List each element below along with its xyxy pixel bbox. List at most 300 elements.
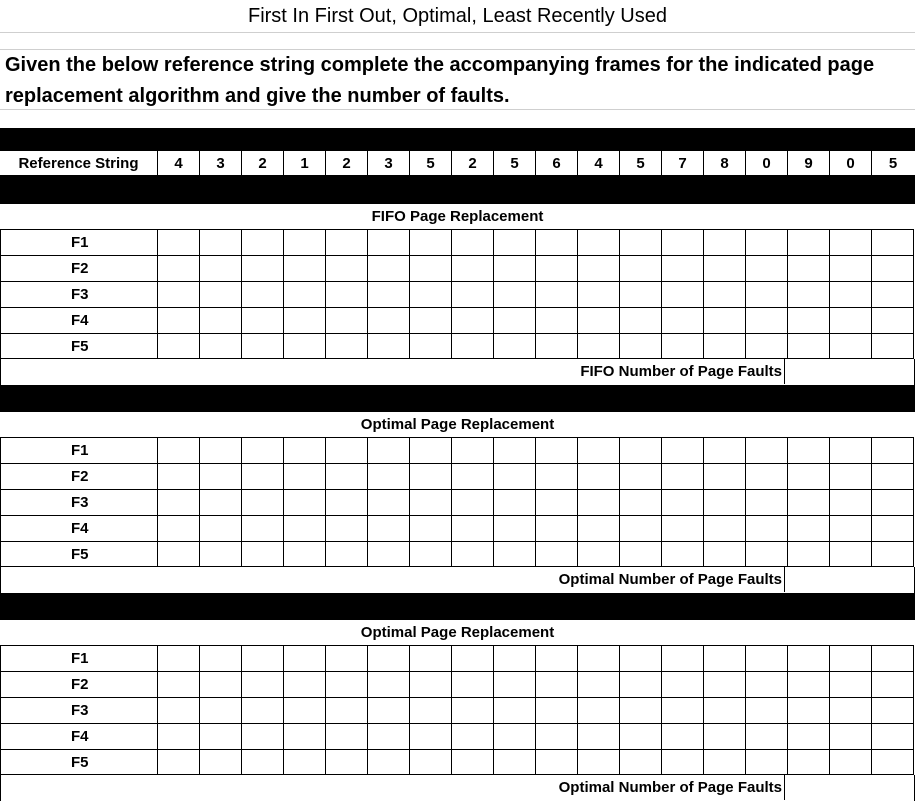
frame-cell[interactable] — [326, 437, 368, 463]
frame-cell[interactable] — [746, 515, 788, 541]
frame-cell[interactable] — [662, 697, 704, 723]
frame-cell[interactable] — [200, 489, 242, 515]
reference-value: 2 — [242, 151, 284, 175]
frame-cell[interactable] — [284, 281, 326, 307]
frame-cell[interactable] — [326, 697, 368, 723]
frame-cell[interactable] — [788, 489, 830, 515]
frame-row — [0, 333, 915, 359]
frame-cell[interactable] — [830, 515, 872, 541]
frame-cell[interactable] — [536, 333, 578, 359]
frame-cell[interactable] — [200, 333, 242, 359]
frame-cell[interactable] — [788, 307, 830, 333]
fifo-section — [0, 203, 915, 385]
frame-cell[interactable] — [242, 255, 284, 281]
frame-label: F3 — [0, 697, 158, 723]
frame-cell[interactable] — [620, 697, 662, 723]
frame-cell[interactable] — [158, 489, 200, 515]
frame-label: F4 — [0, 515, 158, 541]
frame-cell[interactable] — [662, 307, 704, 333]
frame-cell[interactable] — [158, 697, 200, 723]
frame-cell[interactable] — [662, 515, 704, 541]
frame-cell[interactable] — [536, 437, 578, 463]
frame-cell[interactable] — [788, 723, 830, 749]
frame-cell[interactable] — [494, 463, 536, 489]
frame-cell[interactable] — [494, 671, 536, 697]
frame-cell[interactable] — [620, 645, 662, 671]
frame-cell[interactable] — [368, 515, 410, 541]
frame-cell[interactable] — [368, 281, 410, 307]
frame-cell[interactable] — [410, 489, 452, 515]
frame-row — [0, 515, 915, 541]
frame-cell[interactable] — [326, 749, 368, 775]
frame-cell[interactable] — [494, 723, 536, 749]
frame-cell[interactable] — [830, 437, 872, 463]
frame-cell[interactable] — [704, 749, 746, 775]
frame-cell[interactable] — [242, 749, 284, 775]
frame-cell[interactable] — [662, 489, 704, 515]
frame-cell[interactable] — [872, 697, 914, 723]
frame-cell[interactable] — [284, 749, 326, 775]
frame-cell[interactable] — [452, 541, 494, 567]
reference-value: 9 — [788, 151, 830, 175]
frame-cell[interactable] — [326, 255, 368, 281]
frame-cell[interactable] — [242, 697, 284, 723]
frame-cell[interactable] — [158, 645, 200, 671]
frame-cell[interactable] — [872, 333, 914, 359]
frame-cell[interactable] — [326, 541, 368, 567]
frame-cell[interactable] — [326, 515, 368, 541]
frame-cell[interactable] — [410, 515, 452, 541]
frame-cell[interactable] — [830, 645, 872, 671]
frame-cell[interactable] — [410, 281, 452, 307]
frame-cell[interactable] — [242, 489, 284, 515]
faults-label: FIFO Number of Page Faults — [580, 359, 785, 384]
frame-cell[interactable] — [830, 723, 872, 749]
frame-cell[interactable] — [536, 697, 578, 723]
frame-cell[interactable] — [410, 541, 452, 567]
frame-cell[interactable] — [200, 229, 242, 255]
frame-label: F5 — [0, 333, 158, 359]
frame-cell[interactable] — [536, 671, 578, 697]
frame-cell[interactable] — [368, 307, 410, 333]
frame-cell[interactable] — [284, 541, 326, 567]
frame-cell[interactable] — [620, 723, 662, 749]
frame-cell[interactable] — [872, 229, 914, 255]
frame-cell[interactable] — [746, 723, 788, 749]
frame-cell[interactable] — [452, 333, 494, 359]
frame-cell[interactable] — [494, 333, 536, 359]
frame-cell[interactable] — [620, 541, 662, 567]
frame-cell[interactable] — [158, 749, 200, 775]
frame-cell[interactable] — [536, 229, 578, 255]
frame-cell[interactable] — [284, 333, 326, 359]
frame-cell[interactable] — [200, 307, 242, 333]
frame-cell[interactable] — [284, 697, 326, 723]
frame-cell[interactable] — [704, 489, 746, 515]
frame-cell[interactable] — [746, 255, 788, 281]
frame-cell[interactable] — [452, 307, 494, 333]
separator-bar — [0, 176, 915, 203]
frame-cell[interactable] — [872, 437, 914, 463]
frame-label: F1 — [0, 437, 158, 463]
frame-cell[interactable] — [830, 749, 872, 775]
frame-cell[interactable] — [284, 307, 326, 333]
frame-cell[interactable] — [200, 723, 242, 749]
frame-cell[interactable] — [284, 255, 326, 281]
frame-cell[interactable] — [200, 645, 242, 671]
frame-cell[interactable] — [158, 515, 200, 541]
frames-grid — [0, 645, 915, 775]
frame-row — [0, 645, 915, 671]
frame-cell[interactable] — [284, 645, 326, 671]
frame-cell[interactable] — [578, 515, 620, 541]
frame-cell[interactable] — [158, 723, 200, 749]
frame-cell[interactable] — [452, 463, 494, 489]
frame-cell[interactable] — [368, 463, 410, 489]
frame-cell[interactable] — [578, 255, 620, 281]
frame-cell[interactable] — [620, 333, 662, 359]
frame-cell[interactable] — [158, 437, 200, 463]
frame-cell[interactable] — [158, 671, 200, 697]
frame-cell[interactable] — [410, 255, 452, 281]
frame-cell[interactable] — [746, 489, 788, 515]
frame-cell[interactable] — [326, 671, 368, 697]
frame-cell[interactable] — [536, 723, 578, 749]
frame-cell[interactable] — [704, 333, 746, 359]
frame-cell[interactable] — [536, 515, 578, 541]
frame-cell[interactable] — [368, 333, 410, 359]
frame-cell[interactable] — [830, 307, 872, 333]
frame-cell[interactable] — [704, 723, 746, 749]
frame-cell[interactable] — [704, 515, 746, 541]
frame-cell[interactable] — [242, 229, 284, 255]
frame-cell[interactable] — [158, 463, 200, 489]
frame-cell[interactable] — [158, 229, 200, 255]
frame-cell[interactable] — [494, 489, 536, 515]
frame-cell[interactable] — [410, 463, 452, 489]
frame-cell[interactable] — [872, 671, 914, 697]
frame-cell[interactable] — [662, 229, 704, 255]
frame-cell[interactable] — [788, 281, 830, 307]
frame-cell[interactable] — [158, 333, 200, 359]
frame-cell[interactable] — [788, 749, 830, 775]
frame-cell[interactable] — [494, 229, 536, 255]
frame-cell[interactable] — [662, 671, 704, 697]
frame-cell[interactable] — [662, 645, 704, 671]
frame-cell[interactable] — [200, 463, 242, 489]
frame-label: F5 — [0, 541, 158, 567]
frame-cell[interactable] — [410, 697, 452, 723]
frame-cell[interactable] — [242, 437, 284, 463]
frame-cell[interactable] — [578, 229, 620, 255]
frame-cell[interactable] — [788, 697, 830, 723]
frame-cell[interactable] — [494, 281, 536, 307]
frame-cell[interactable] — [452, 723, 494, 749]
frame-cell[interactable] — [494, 541, 536, 567]
frame-cell[interactable] — [704, 281, 746, 307]
frame-cell[interactable] — [704, 437, 746, 463]
frames-grid — [0, 229, 915, 359]
frame-cell[interactable] — [410, 723, 452, 749]
frame-cell[interactable] — [578, 307, 620, 333]
frame-cell[interactable] — [326, 333, 368, 359]
frame-cell[interactable] — [662, 463, 704, 489]
frame-cell[interactable] — [494, 645, 536, 671]
frame-cell[interactable] — [620, 489, 662, 515]
frame-cell[interactable] — [242, 281, 284, 307]
frame-cell[interactable] — [200, 437, 242, 463]
frame-cell[interactable] — [704, 697, 746, 723]
frame-cell[interactable] — [746, 697, 788, 723]
frame-cell[interactable] — [452, 671, 494, 697]
frame-cell[interactable] — [200, 281, 242, 307]
frame-cell[interactable] — [368, 229, 410, 255]
frame-cell[interactable] — [578, 437, 620, 463]
reference-value: 0 — [746, 151, 788, 175]
frame-cell[interactable] — [368, 489, 410, 515]
frame-cell[interactable] — [494, 437, 536, 463]
frame-cell[interactable] — [410, 437, 452, 463]
frame-cell[interactable] — [704, 541, 746, 567]
frame-cell[interactable] — [494, 749, 536, 775]
frame-cell[interactable] — [830, 255, 872, 281]
frame-cell[interactable] — [494, 255, 536, 281]
frame-cell[interactable] — [662, 333, 704, 359]
frame-cell[interactable] — [452, 645, 494, 671]
frame-cell[interactable] — [788, 255, 830, 281]
frame-cell[interactable] — [788, 229, 830, 255]
frame-label: F2 — [0, 255, 158, 281]
frame-cell[interactable] — [788, 463, 830, 489]
frame-cell[interactable] — [368, 645, 410, 671]
frame-cell[interactable] — [452, 697, 494, 723]
frame-cell[interactable] — [662, 749, 704, 775]
frame-cell[interactable] — [200, 671, 242, 697]
frame-cell[interactable] — [788, 671, 830, 697]
optimal-section — [0, 619, 915, 801]
frame-cell[interactable] — [620, 229, 662, 255]
frame-cell[interactable] — [242, 307, 284, 333]
reference-value: 2 — [452, 151, 494, 175]
frame-cell[interactable] — [326, 229, 368, 255]
frame-cell[interactable] — [242, 645, 284, 671]
frame-cell[interactable] — [830, 229, 872, 255]
frame-cell[interactable] — [746, 437, 788, 463]
frame-cell[interactable] — [620, 749, 662, 775]
frame-cell[interactable] — [704, 671, 746, 697]
frame-cell[interactable] — [872, 307, 914, 333]
frame-cell[interactable] — [872, 281, 914, 307]
section-header: Optimal Page Replacement — [0, 411, 915, 437]
frame-cell[interactable] — [326, 463, 368, 489]
frame-cell[interactable] — [788, 333, 830, 359]
frame-cell[interactable] — [452, 749, 494, 775]
frame-cell[interactable] — [242, 333, 284, 359]
frame-cell[interactable] — [578, 723, 620, 749]
frame-cell[interactable] — [242, 515, 284, 541]
frame-cell[interactable] — [410, 645, 452, 671]
reference-value: 5 — [620, 151, 662, 175]
faults-row — [0, 775, 915, 801]
frame-cell[interactable] — [494, 697, 536, 723]
frame-cell[interactable] — [746, 307, 788, 333]
frame-cell[interactable] — [704, 307, 746, 333]
frame-cell[interactable] — [158, 541, 200, 567]
frame-cell[interactable] — [830, 541, 872, 567]
frame-cell[interactable] — [788, 541, 830, 567]
frame-row — [0, 281, 915, 307]
frame-cell[interactable] — [536, 541, 578, 567]
frame-cell[interactable] — [746, 541, 788, 567]
frame-cell[interactable] — [662, 723, 704, 749]
frame-cell[interactable] — [620, 307, 662, 333]
frame-cell[interactable] — [536, 307, 578, 333]
frame-cell[interactable] — [284, 671, 326, 697]
frame-cell[interactable] — [200, 255, 242, 281]
frame-cell[interactable] — [746, 463, 788, 489]
faults-row — [0, 567, 915, 593]
frame-cell[interactable] — [158, 255, 200, 281]
frame-cell[interactable] — [620, 437, 662, 463]
frame-cell[interactable] — [452, 437, 494, 463]
frame-cell[interactable] — [284, 437, 326, 463]
frame-cell[interactable] — [326, 489, 368, 515]
frame-cell[interactable] — [326, 645, 368, 671]
frame-cell[interactable] — [578, 671, 620, 697]
frame-cell[interactable] — [578, 541, 620, 567]
frame-cell[interactable] — [578, 645, 620, 671]
frame-label: F2 — [0, 463, 158, 489]
frame-cell[interactable] — [536, 489, 578, 515]
frame-cell[interactable] — [494, 307, 536, 333]
frame-cell[interactable] — [746, 229, 788, 255]
frame-cell[interactable] — [410, 307, 452, 333]
frame-cell[interactable] — [830, 697, 872, 723]
frame-cell[interactable] — [872, 463, 914, 489]
frame-cell[interactable] — [830, 489, 872, 515]
frame-cell[interactable] — [746, 333, 788, 359]
frame-cell[interactable] — [704, 463, 746, 489]
frame-cell[interactable] — [368, 437, 410, 463]
frame-cell[interactable] — [284, 515, 326, 541]
frame-cell[interactable] — [578, 463, 620, 489]
frame-cell[interactable] — [242, 541, 284, 567]
frame-cell[interactable] — [872, 749, 914, 775]
frame-cell[interactable] — [368, 671, 410, 697]
frame-cell[interactable] — [704, 645, 746, 671]
frame-cell[interactable] — [704, 255, 746, 281]
frame-cell[interactable] — [872, 255, 914, 281]
frame-cell[interactable] — [410, 671, 452, 697]
frame-cell[interactable] — [326, 723, 368, 749]
frame-cell[interactable] — [872, 645, 914, 671]
frame-cell[interactable] — [242, 463, 284, 489]
frame-cell[interactable] — [620, 671, 662, 697]
frame-cell[interactable] — [452, 489, 494, 515]
frame-cell[interactable] — [704, 229, 746, 255]
frame-cell[interactable] — [788, 515, 830, 541]
frame-cell[interactable] — [284, 229, 326, 255]
frame-cell[interactable] — [536, 255, 578, 281]
frame-cell[interactable] — [368, 255, 410, 281]
frame-cell[interactable] — [620, 515, 662, 541]
frame-cell[interactable] — [578, 489, 620, 515]
frame-cell[interactable] — [830, 671, 872, 697]
frame-cell[interactable] — [284, 723, 326, 749]
frame-cell[interactable] — [578, 281, 620, 307]
frame-cell[interactable] — [620, 255, 662, 281]
frame-cell[interactable] — [452, 255, 494, 281]
frame-cell[interactable] — [200, 697, 242, 723]
frame-cell[interactable] — [326, 281, 368, 307]
frame-cell[interactable] — [536, 749, 578, 775]
frame-row — [0, 437, 915, 463]
frame-cell[interactable] — [872, 515, 914, 541]
frame-cell[interactable] — [578, 697, 620, 723]
frame-cell[interactable] — [200, 749, 242, 775]
frame-cell[interactable] — [410, 749, 452, 775]
frame-cell[interactable] — [830, 463, 872, 489]
frame-cell[interactable] — [578, 333, 620, 359]
frame-cell[interactable] — [158, 281, 200, 307]
frame-cell[interactable] — [536, 281, 578, 307]
frame-cell[interactable] — [746, 671, 788, 697]
frame-cell[interactable] — [872, 723, 914, 749]
frame-cell[interactable] — [830, 333, 872, 359]
frame-cell[interactable] — [494, 515, 536, 541]
frame-cell[interactable] — [368, 749, 410, 775]
frame-cell[interactable] — [662, 541, 704, 567]
frame-cell[interactable] — [368, 541, 410, 567]
frame-cell[interactable] — [200, 541, 242, 567]
frame-cell[interactable] — [158, 307, 200, 333]
frame-cell[interactable] — [242, 671, 284, 697]
frame-cell[interactable] — [746, 645, 788, 671]
frame-cell[interactable] — [788, 437, 830, 463]
frame-cell[interactable] — [578, 749, 620, 775]
frame-cell[interactable] — [830, 281, 872, 307]
frame-row — [0, 229, 915, 255]
frame-cell[interactable] — [284, 463, 326, 489]
frame-cell[interactable] — [746, 749, 788, 775]
frame-cell[interactable] — [620, 463, 662, 489]
frame-cell[interactable] — [872, 489, 914, 515]
frame-cell[interactable] — [452, 281, 494, 307]
frame-cell[interactable] — [410, 333, 452, 359]
frame-cell[interactable] — [242, 723, 284, 749]
frame-cell[interactable] — [368, 723, 410, 749]
frame-cell[interactable] — [326, 307, 368, 333]
frame-cell[interactable] — [536, 645, 578, 671]
frame-cell[interactable] — [662, 437, 704, 463]
frame-cell[interactable] — [410, 229, 452, 255]
frame-cell[interactable] — [368, 697, 410, 723]
frame-cell[interactable] — [872, 541, 914, 567]
frame-cell[interactable] — [746, 281, 788, 307]
faults-label: Optimal Number of Page Faults — [559, 775, 785, 800]
frame-cell[interactable] — [452, 515, 494, 541]
frame-cell[interactable] — [662, 255, 704, 281]
frame-cell[interactable] — [200, 515, 242, 541]
frame-cell[interactable] — [452, 229, 494, 255]
frame-cell[interactable] — [536, 463, 578, 489]
frame-cell[interactable] — [620, 281, 662, 307]
reference-value: 3 — [200, 151, 242, 175]
frame-cell[interactable] — [284, 489, 326, 515]
frame-cell[interactable] — [662, 281, 704, 307]
reference-value: 5 — [410, 151, 452, 175]
frame-cell[interactable] — [788, 645, 830, 671]
